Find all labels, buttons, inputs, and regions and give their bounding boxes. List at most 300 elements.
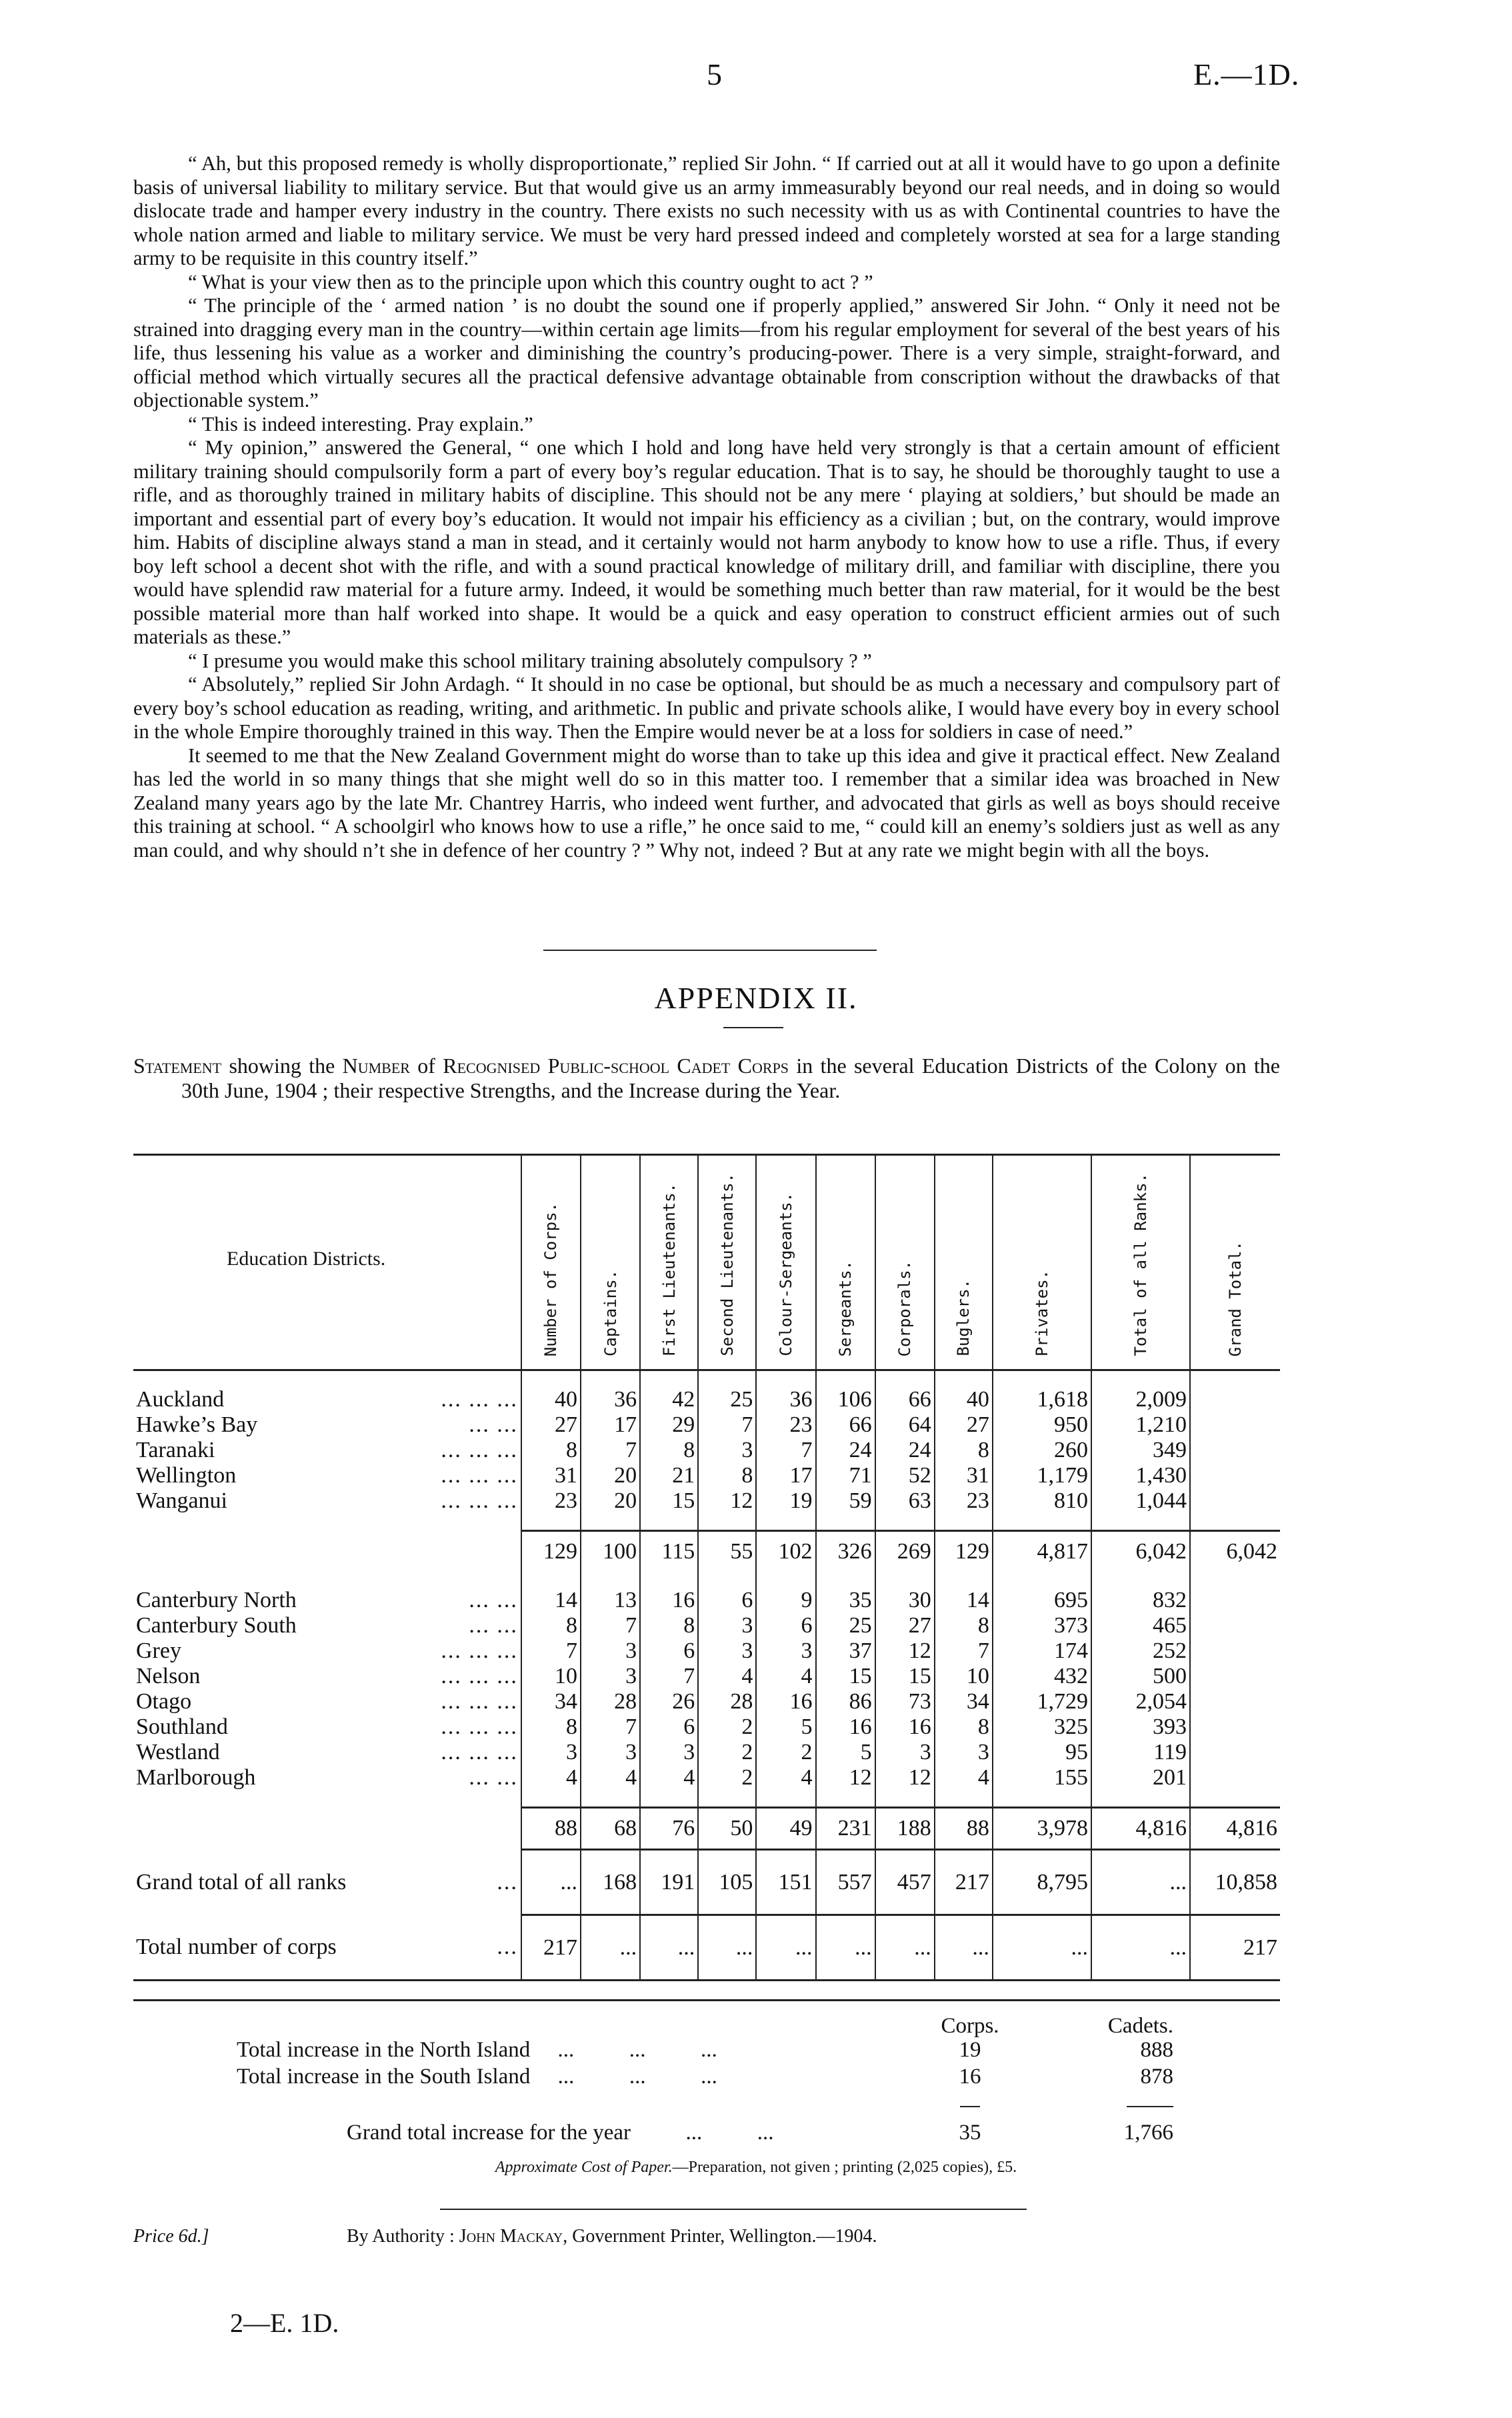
- table-cell: 4: [521, 1765, 581, 1790]
- table-cell: 151: [756, 1850, 815, 1915]
- table-cell: 6,042: [1190, 1531, 1280, 1572]
- table-cell: 349: [1091, 1438, 1190, 1463]
- table-cell: 7: [581, 1714, 640, 1740]
- table-cell: ...: [581, 1915, 640, 1981]
- increase-cadets: 878: [1140, 2065, 1173, 2089]
- district-name: [133, 1740, 521, 1765]
- leader-dots: ... ...: [469, 1765, 518, 1790]
- table-cell: 457: [875, 1850, 935, 1915]
- table-cell: 25: [816, 1613, 875, 1638]
- empty-cell: [640, 1514, 698, 1531]
- table-cell: 4,816: [1190, 1808, 1280, 1850]
- table-cell: 432: [993, 1664, 1091, 1689]
- empty-cell: [816, 1370, 875, 1388]
- increase-cadets: 888: [1140, 2038, 1173, 2062]
- leader-dots: ...: [497, 1934, 518, 1959]
- printer-authority: [347, 2226, 877, 2247]
- table-cell: ...: [1091, 1850, 1190, 1915]
- table-cell: 3: [698, 1438, 756, 1463]
- table-cell: ...: [935, 1915, 993, 1981]
- table-cell: 201: [1091, 1765, 1190, 1790]
- table-cell: 7: [935, 1638, 993, 1664]
- table-cell: ...: [521, 1850, 581, 1915]
- printer-name: John Mackay: [459, 2226, 563, 2247]
- paragraph: “ What is your view then as to the principle upon which this country ought to act ? ”: [188, 270, 873, 293]
- table-row: [133, 1488, 1280, 1514]
- header-cell: Grand Total.: [1190, 1155, 1280, 1370]
- footer-rule: [440, 2209, 1027, 2210]
- district-name: [133, 1613, 521, 1638]
- table-cell: [1190, 1765, 1280, 1790]
- sum-rule: [1127, 2106, 1173, 2107]
- district-label: Westland: [136, 1740, 220, 1764]
- leader-dots: ... ... ...: [441, 1638, 518, 1663]
- table-cell: 7: [640, 1664, 698, 1689]
- caption-part: Number: [342, 1054, 410, 1078]
- table-cell: 3: [756, 1638, 815, 1664]
- empty-cell: [521, 1572, 581, 1588]
- empty-cell: [1190, 1514, 1280, 1531]
- table-cell: 35: [816, 1588, 875, 1613]
- table-cell: 4: [935, 1765, 993, 1790]
- table-cell: 23: [935, 1488, 993, 1514]
- table-cell: 8: [935, 1438, 993, 1463]
- empty-cell: [581, 1370, 640, 1388]
- table-cell: ...: [875, 1915, 935, 1981]
- table-cell: 30: [875, 1588, 935, 1613]
- table-cell: ...: [993, 1915, 1091, 1981]
- spacer-row: [133, 1790, 1280, 1808]
- table-cell: 27: [521, 1412, 581, 1438]
- district-name: [133, 1689, 521, 1714]
- paragraph: “ I presume you would make this school military training absolutely compulsory ? ”: [188, 649, 872, 672]
- table-cell: 217: [935, 1850, 993, 1915]
- header-cell: Total of all Ranks.: [1091, 1155, 1190, 1370]
- table-cell: 7: [698, 1412, 756, 1438]
- table-row: [133, 1638, 1280, 1664]
- empty-cell: [993, 1790, 1091, 1808]
- table-cell: 102: [756, 1531, 815, 1572]
- table-cell: 20: [581, 1488, 640, 1514]
- table-cell: 8: [698, 1463, 756, 1488]
- table-cell: 4: [698, 1664, 756, 1689]
- table-cell: 155: [993, 1765, 1091, 1790]
- table-cell: 63: [875, 1488, 935, 1514]
- table-cell: 16: [756, 1689, 815, 1714]
- table-cell: 8: [640, 1438, 698, 1463]
- body-text: [133, 152, 1280, 862]
- table-row: [133, 1689, 1280, 1714]
- empty-cell: [935, 1790, 993, 1808]
- empty-cell: [816, 1572, 875, 1588]
- district-label: Auckland: [136, 1387, 225, 1412]
- table-cell: 73: [875, 1689, 935, 1714]
- table-cell: 12: [816, 1765, 875, 1790]
- district-label: Southland: [136, 1714, 228, 1739]
- table-cell: 42: [640, 1387, 698, 1412]
- district-name: [133, 1714, 521, 1740]
- table-cell: 86: [816, 1689, 875, 1714]
- increase-label: Total increase in the South Island ... ... ...: [237, 2065, 717, 2089]
- table-cell: 6: [756, 1613, 815, 1638]
- table-cell: 3,978: [993, 1808, 1091, 1850]
- table-cell: 7: [581, 1438, 640, 1463]
- table-cell: 25: [698, 1387, 756, 1412]
- empty-cell: [698, 1572, 756, 1588]
- table-cell: 88: [935, 1808, 993, 1850]
- increase-corps: 19: [959, 2038, 981, 2062]
- empty-cell: [133, 1790, 521, 1808]
- table-cell: 40: [935, 1387, 993, 1412]
- table-cell: 8: [935, 1613, 993, 1638]
- table-cell: 21: [640, 1463, 698, 1488]
- row-label-text: Total number of corps: [136, 1934, 337, 1959]
- paragraph: “ The principle of the ‘ armed nation ’ is no doubt the sound one if properly applied,” answered Sir John. “ Only it need not be strained into dragging every man in the country—within certain age limits—from his regular employment for several of the best years of his life, thus lessening his value as a worker and diminishing the country’s producing-power. There is a very simple, straight-forward, and official method which virtually secures all the practical defensive advantage obtainable from conscription without the drawbacks of that objectionable system.”: [133, 294, 1280, 411]
- table-cell: 15: [640, 1488, 698, 1514]
- table-cell: 4: [756, 1664, 815, 1689]
- paragraph: “ This is indeed interesting. Pray explain.”: [188, 412, 533, 435]
- leader-dots: ... ... ...: [441, 1463, 518, 1488]
- table-cell: 23: [756, 1412, 815, 1438]
- header-cell: First Lieutenants.: [640, 1155, 698, 1370]
- table-cell: 8: [640, 1613, 698, 1638]
- table-cell: 832: [1091, 1588, 1190, 1613]
- table-cell: 12: [875, 1638, 935, 1664]
- table-row: [133, 1740, 1280, 1765]
- table-cell: 217: [1190, 1915, 1280, 1981]
- district-name: [133, 1765, 521, 1790]
- table-cell: ...: [1091, 1915, 1190, 1981]
- header-cell: Captains.: [581, 1155, 640, 1370]
- table-cell: 36: [581, 1387, 640, 1412]
- title-underline: [723, 1027, 783, 1028]
- table-cell: [1190, 1463, 1280, 1488]
- table-cell: 28: [698, 1689, 756, 1714]
- table-cell: 100: [581, 1531, 640, 1572]
- leader-dots: ... ... ...: [441, 1689, 518, 1714]
- authority-suffix: , Government Printer, Wellington.—1904.: [563, 2226, 877, 2247]
- caption-part: Recognised Public-school Cadet Corps: [443, 1054, 789, 1078]
- table-cell: 557: [816, 1850, 875, 1915]
- empty-cell: [133, 1572, 521, 1588]
- table-cell: [1190, 1588, 1280, 1613]
- table-cell: 50: [698, 1808, 756, 1850]
- empty-cell: [756, 1370, 815, 1388]
- table-cell: [1190, 1714, 1280, 1740]
- empty-cell: [521, 1514, 581, 1531]
- header-cell: Colour-Sergeants.: [756, 1155, 815, 1370]
- table-cell: 34: [521, 1689, 581, 1714]
- paragraph: “ My opinion,” answered the General, “ one which I hold and long have held very strongly is that a certain amount of efficient military training should compulsorily form a part of every boy’s regular education. That is to say, he should be thoroughly taught to use a rifle, and as thoroughly trained in military habits of discipline. This should not be any mere ‘ playing at soldiers,’ but should be made an important and essential part of every boy’s education. It would not impair his efficiency as a civilian ; but, on the contrary, would improve him. Habits of discipline always stand a man in stead, and it certainly would not harm anybody to know how to use a rifle. Thus, if every boy left school a decent shot with the rifle, and with a sound practical knowledge of military drill, and familiar with discipline, there you would have splendid raw material for a future army. Indeed, it would be something much better than raw material, for it would be the best possible material more than half worked into shape. It would be a quick and easy operation to construct efficient armies out of such materials as these.”: [133, 436, 1280, 648]
- table-cell: 106: [816, 1387, 875, 1412]
- leader-dots: ... ... ...: [441, 1714, 518, 1739]
- empty-cell: [875, 1370, 935, 1388]
- table-cell: 26: [640, 1689, 698, 1714]
- section-divider: [543, 950, 877, 951]
- empty-cell: [935, 1514, 993, 1531]
- district-name: [133, 1438, 521, 1463]
- table-cell: 695: [993, 1588, 1091, 1613]
- empty-cell: [1091, 1572, 1190, 1588]
- row-label: [133, 1808, 521, 1850]
- district-label: Wanganui: [136, 1488, 227, 1513]
- cost-text: —Preparation, not given ; printing (2,025 copies), £5.: [672, 2159, 1017, 2176]
- table-cell: 174: [993, 1638, 1091, 1664]
- table-cell: 28: [581, 1689, 640, 1714]
- empty-cell: [756, 1514, 815, 1531]
- sum-rule: [960, 2106, 980, 2107]
- cost-note: [0, 2159, 1512, 2177]
- caption-part: Statement: [133, 1054, 222, 1078]
- table-cell: 810: [993, 1488, 1091, 1514]
- empty-cell: [1091, 1514, 1190, 1531]
- table-cell: 115: [640, 1531, 698, 1572]
- table-caption: [133, 1054, 1280, 1103]
- leader-dots: ... ... ...: [441, 1488, 518, 1513]
- table-cell: 8: [521, 1438, 581, 1463]
- empty-cell: [640, 1370, 698, 1388]
- table-cell: 59: [816, 1488, 875, 1514]
- empty-cell: [581, 1790, 640, 1808]
- table-cell: 88: [521, 1808, 581, 1850]
- table-cell: [1190, 1488, 1280, 1514]
- table-cell: 12: [875, 1765, 935, 1790]
- table-cell: 3: [640, 1740, 698, 1765]
- authority-prefix: By Authority :: [347, 2226, 459, 2247]
- table-cell: 14: [521, 1588, 581, 1613]
- table-cell: 4: [640, 1765, 698, 1790]
- table-cell: 52: [875, 1463, 935, 1488]
- table-cell: 16: [875, 1714, 935, 1740]
- empty-cell: [698, 1514, 756, 1531]
- empty-cell: [521, 1370, 581, 1388]
- leader-dots: ... ...: [469, 1588, 518, 1612]
- table-cell: ...: [640, 1915, 698, 1981]
- table-cell: 326: [816, 1531, 875, 1572]
- increase-label: Grand total increase for the year ... ...: [347, 2121, 774, 2145]
- table-cell: 68: [581, 1808, 640, 1850]
- table-cell: 12: [698, 1488, 756, 1514]
- table-cell: 16: [640, 1588, 698, 1613]
- table-cell: 3: [875, 1740, 935, 1765]
- table-cell: 5: [816, 1740, 875, 1765]
- empty-cell: [816, 1514, 875, 1531]
- increase-row-north: [133, 2038, 1280, 2065]
- table-cell: 31: [935, 1463, 993, 1488]
- table-cell: 34: [935, 1689, 993, 1714]
- table-cell: 23: [521, 1488, 581, 1514]
- table-cell: 29: [640, 1412, 698, 1438]
- table-cell: 20: [581, 1463, 640, 1488]
- row-label: [133, 1850, 521, 1915]
- table-cell: 27: [935, 1412, 993, 1438]
- leader-dots: ... ... ...: [441, 1740, 518, 1764]
- table-header-row: [133, 1155, 1280, 1370]
- table-cell: 465: [1091, 1613, 1190, 1638]
- table-cell: 27: [875, 1613, 935, 1638]
- table-cell: 6,042: [1091, 1531, 1190, 1572]
- district-name: [133, 1488, 521, 1514]
- table-cell: 3: [698, 1638, 756, 1664]
- empty-cell: [875, 1572, 935, 1588]
- cadet-corps-table: [133, 1154, 1280, 1981]
- table-cell: 31: [521, 1463, 581, 1488]
- empty-cell: [581, 1572, 640, 1588]
- table-cell: 3: [581, 1664, 640, 1689]
- table-cell: 6: [640, 1638, 698, 1664]
- paragraph: “ Ah, but this proposed remedy is wholly disproportionate,” replied Sir John. “ If carried out at all it would have to go upon a definite basis of universal liability to military service. But that would give us an army immeasurably beyond our real needs, and in doing so would dislocate trade and hamper every industry in the country. There exists no such necessity with us as with Continental countries to have the whole nation armed and liable to military service. We must be very hard pressed indeed and completely worsted at sea for a large standing army to be requisite in this country itself.”: [133, 152, 1280, 269]
- table-cell: 24: [875, 1438, 935, 1463]
- table-cell: 269: [875, 1531, 935, 1572]
- table-cell: 3: [935, 1740, 993, 1765]
- table-row: [133, 1588, 1280, 1613]
- district-label: Wellington: [136, 1463, 237, 1488]
- table-cell: 17: [581, 1412, 640, 1438]
- table-cell: 1,179: [993, 1463, 1091, 1488]
- table-cell: [1190, 1438, 1280, 1463]
- table-cell: 1,210: [1091, 1412, 1190, 1438]
- table-cell: 5: [756, 1714, 815, 1740]
- empty-cell: [698, 1790, 756, 1808]
- table-row: [133, 1387, 1280, 1412]
- table-body: [133, 1370, 1280, 1981]
- table-row: [133, 1714, 1280, 1740]
- caption-part: showing the: [221, 1054, 343, 1078]
- header-cell: Buglers.: [935, 1155, 993, 1370]
- spacer-row: [133, 1514, 1280, 1531]
- table-cell: 8: [521, 1613, 581, 1638]
- table-cell: 6: [640, 1714, 698, 1740]
- table-cell: 217: [521, 1915, 581, 1981]
- table-cell: 373: [993, 1613, 1091, 1638]
- table-cell: 19: [756, 1488, 815, 1514]
- table-cell: 8: [935, 1714, 993, 1740]
- table-cell: 2: [756, 1740, 815, 1765]
- table-cell: 105: [698, 1850, 756, 1915]
- district-label: Marlborough: [136, 1765, 256, 1790]
- increase-label: Total increase in the North Island ... ... ...: [237, 2038, 717, 2062]
- header-cell: Sergeants.: [816, 1155, 875, 1370]
- header-cell: Privates.: [993, 1155, 1091, 1370]
- table-cell: 3: [698, 1613, 756, 1638]
- table-cell: 129: [935, 1531, 993, 1572]
- table-cell: 36: [756, 1387, 815, 1412]
- table-cell: 40: [521, 1387, 581, 1412]
- table-cell: 231: [816, 1808, 875, 1850]
- table-row: [133, 1438, 1280, 1463]
- table-cell: [1190, 1412, 1280, 1438]
- table-cell: 71: [816, 1463, 875, 1488]
- table-cell: ...: [756, 1915, 815, 1981]
- table-cell: 260: [993, 1438, 1091, 1463]
- table-cell: 3: [521, 1740, 581, 1765]
- table-cell: [1190, 1664, 1280, 1689]
- table-cell: 7: [581, 1613, 640, 1638]
- table-cell: 1,729: [993, 1689, 1091, 1714]
- row-label: [133, 1531, 521, 1572]
- empty-cell: [521, 1790, 581, 1808]
- row-label: [133, 1915, 521, 1981]
- leader-dots: ...: [497, 1869, 518, 1895]
- table-cell: 16: [816, 1714, 875, 1740]
- empty-cell: [133, 1370, 521, 1388]
- table-cell: 7: [521, 1638, 581, 1664]
- district-name: [133, 1412, 521, 1438]
- paragraph: It seemed to me that the New Zealand Government might do worse than to take up this idea and give it practical effect. New Zealand has led the world in so many things that she might well do so in this matter too. I remember that a similar idea was broached in New Zealand many years ago by the late Mr. Chantrey Harris, who indeed went further, and advocated that girls as well as boys should receive this training at school. “ A schoolgirl who knows how to use a rifle,” he once said to me, “ could kill an enemy’s soldiers just as well as any man could, and why should n’t she in defence of her country ? ” Why not, indeed ? But at any rate we might begin with all the boys.: [133, 744, 1280, 862]
- table-cell: 37: [816, 1638, 875, 1664]
- table-cell: ...: [816, 1915, 875, 1981]
- table-cell: 2,009: [1091, 1387, 1190, 1412]
- caption-part: of: [409, 1054, 443, 1078]
- district-name: [133, 1664, 521, 1689]
- table-cell: 13: [581, 1588, 640, 1613]
- empty-cell: [1190, 1790, 1280, 1808]
- table-cell: 188: [875, 1808, 935, 1850]
- table-cell: [1190, 1638, 1280, 1664]
- table-cell: 9: [756, 1588, 815, 1613]
- document-reference: E.—1D.: [1193, 57, 1300, 91]
- table-row: [133, 1613, 1280, 1638]
- leader-dots: ... ... ...: [441, 1387, 518, 1412]
- district-label: Otago: [136, 1689, 192, 1714]
- empty-cell: [1190, 1572, 1280, 1588]
- page-number: 5: [707, 57, 722, 91]
- table-cell: 8,795: [993, 1850, 1091, 1915]
- table-cell: 4: [756, 1765, 815, 1790]
- table-cell: 3: [581, 1638, 640, 1664]
- empty-cell: [993, 1370, 1091, 1388]
- table-cell: 2: [698, 1765, 756, 1790]
- col-cadets-label: Cadets.: [1107, 2014, 1173, 2038]
- table-cell: 1,618: [993, 1387, 1091, 1412]
- empty-cell: [581, 1514, 640, 1531]
- price: Price 6d.]: [133, 2226, 209, 2247]
- table-cell: 4,817: [993, 1531, 1091, 1572]
- table-cell: 55: [698, 1531, 756, 1572]
- subtotal-row-north: [133, 1531, 1280, 1572]
- table-cell: 15: [875, 1664, 935, 1689]
- empty-cell: [698, 1370, 756, 1388]
- increase-cadets: 1,766: [1123, 2121, 1173, 2145]
- district-name: [133, 1463, 521, 1488]
- table-cell: 2: [698, 1740, 756, 1765]
- header-education-districts: Education Districts.: [227, 1248, 386, 1270]
- empty-cell: [1091, 1370, 1190, 1388]
- table-cell: 119: [1091, 1740, 1190, 1765]
- leader-dots: ... ... ...: [441, 1664, 518, 1688]
- table-cell: 950: [993, 1412, 1091, 1438]
- table-cell: 129: [521, 1531, 581, 1572]
- empty-cell: [640, 1790, 698, 1808]
- empty-cell: [993, 1572, 1091, 1588]
- paragraph: “ Absolutely,” replied Sir John Ardagh. “ It should in no case be optional, but should be as much a necessary and compulsory part of every boy’s school education as reading, writing, and arithmetic. In public and private schools alike, I would have every boy in every school in the whole Empire thoroughly trained in this way. Then the Empire would never be at a loss for soldiers in case of need.”: [133, 673, 1280, 743]
- table-cell: [1190, 1689, 1280, 1714]
- empty-cell: [816, 1790, 875, 1808]
- table-cell: 66: [816, 1412, 875, 1438]
- increase-row-south: [133, 2065, 1280, 2091]
- header-cell: Second Lieutenants.: [698, 1155, 756, 1370]
- district-name: [133, 1387, 521, 1412]
- empty-cell: [133, 1514, 521, 1531]
- caption-part: in the several Education Districts of the Colony on the 30th June, 1904 ; their respective Strengths, and the Increase during the Year.: [181, 1054, 1281, 1102]
- col-corps-label: Corps.: [941, 2014, 999, 2038]
- table-cell: 10: [521, 1664, 581, 1689]
- table-row: [133, 1664, 1280, 1689]
- table-cell: 1,430: [1091, 1463, 1190, 1488]
- table-row: [133, 1412, 1280, 1438]
- table-cell: 14: [935, 1588, 993, 1613]
- empty-cell: [756, 1790, 815, 1808]
